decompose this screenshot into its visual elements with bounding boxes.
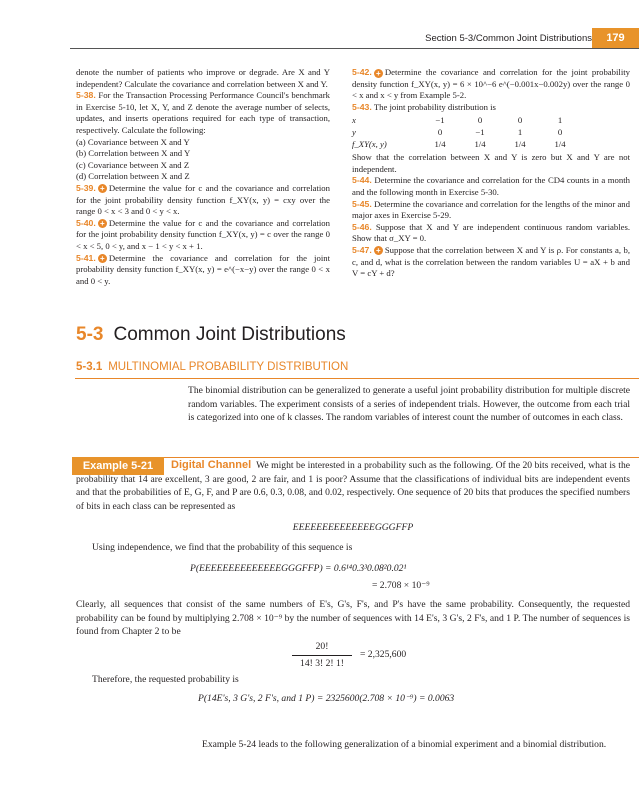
fraction-value: = 2,325,600 (360, 649, 407, 660)
row-label: f_XY(x, y) (352, 138, 387, 149)
table-cell: 1/4 (554, 138, 566, 149)
example-badge: Example 5-21 (72, 457, 164, 475)
exercise-5-43: 5-43. The joint probability distribution is (352, 101, 496, 112)
table-cell: 0 (477, 115, 483, 126)
exercise-number: 5-46. (352, 221, 372, 232)
bit-sequence: EEEEEEEEEEEEEEGGGFFP (292, 522, 414, 533)
example-paragraph-4: Therefore, the requested probability is (92, 674, 239, 685)
table-row (352, 127, 580, 139)
row-label: y (352, 126, 356, 137)
table-cell: 0 (557, 126, 563, 137)
exercise-item: (d) Correlation between X and Z (76, 171, 190, 182)
table-cell: 1/4 (514, 138, 526, 149)
section-number: 5-3 (76, 324, 104, 345)
table-cell: 1 (557, 115, 563, 126)
exercise-number: 5-39. (76, 182, 96, 193)
fraction-bar (292, 655, 352, 656)
closing-paragraph: Example 5-24 leads to the following generalization of a binomial experiment and a binomial distribution. (202, 739, 607, 750)
exercise-5-41: 5-41. + Determine the covariance and correlation for the joint probability density function f_XY(x, y) = e^(−x−y) over the range 0 < x and 0 < y. (76, 252, 330, 286)
plus-icon: + (98, 254, 107, 263)
subsection-heading (76, 361, 348, 373)
example-paragraph-1: Digital Channel We might be interested in a probability such as the following. Of the 20 bits received, what is the probability that 14 are excellent, 3 are good, 2 are fair, and 1 is poor? Assume that the classifications of individual bits are independent events and that the probabilities of E, G, F, and P are 0.6, 0.3, 0.08, and 0.02, respectively. One sequence of 20 bits that produces the specified numbers of bits in each class can be represented as (76, 459, 631, 512)
fraction-numerator: 20! (315, 641, 329, 652)
table-cell: −1 (435, 115, 445, 126)
exercise-5-40: 5-40. + Determine the value for c and the covariance and correlation for the joint probability density function f_XY(x, y) = c over the range 0 < x < 5, 0 < y, and x − 1 < y < x + 1. (76, 217, 330, 251)
table-cell: 0 (517, 115, 523, 126)
running-header: Section 5-3/Common Joint Distributions (425, 33, 592, 44)
exercise-5-43-conclusion: Show that the correlation between X and Y is zero but X and Y are not independent. (352, 152, 630, 174)
table-row (352, 139, 580, 151)
intro-paragraph: The binomial distribution can be generalized to generate a useful joint probability distribution for multiple discrete random variables. The experiment consists of a series of independent trials. However, the outcome from each trial is categorized into one of k classes. The random variables of interest count the number of outcomes in each class. (188, 385, 630, 424)
exercise-number: 5-44. (352, 175, 372, 186)
exercise-5-44: 5-44. Determine the covariance and correlation for the CD4 counts in a month and the following month in Exercise 5-30. (352, 175, 631, 197)
row-label: x (352, 115, 356, 126)
exercise-5-42: 5-42. + Determine the covariance and correlation for the joint probability density function f_XY(x, y) = 6 × 10^−6 e^(−0.001x−0.002y) over the range 0 < x and x < y from Example 5-2. (352, 67, 630, 101)
exercise-5-46: 5-46. Suppose that X and Y are independent continuous random variables. Show that σ_XY = 0. (352, 221, 631, 244)
exercise-number: 5-45. (352, 198, 372, 209)
table-row (352, 115, 580, 127)
example-title: Digital Channel (171, 459, 252, 471)
exercise-number: 5-38. (76, 90, 96, 101)
exercise-number: 5-40. (76, 217, 96, 228)
example-rule (164, 457, 639, 458)
subsection-rule (75, 378, 639, 379)
subsection-number: 5-3.1 (76, 361, 103, 373)
table-cell: 1/4 (434, 138, 446, 149)
section-heading (76, 324, 346, 346)
table-cell: 1/4 (474, 138, 486, 149)
plus-icon: + (98, 184, 107, 193)
exercise-5-38: 5-38. For the Transaction Processing Performance Council's benchmark in Exercise 5-10, let X, Y, and Z denote the average number of selects, updates, and inserts operations required for each type of transaction, respectively. Calculate the following: (76, 90, 331, 135)
right-exercise-column (352, 67, 630, 280)
exercise-number: 5-41. (76, 252, 96, 263)
fraction-denominator: 14! 3! 2! 1! (300, 658, 344, 669)
page-number: 179 (592, 28, 639, 48)
section-title: Common Joint Distributions (113, 324, 346, 345)
exercise-number: 5-42. (352, 67, 372, 77)
table-cell: 0 (437, 126, 443, 137)
exercise-number: 5-43. (352, 101, 372, 112)
left-exercise-column (76, 67, 330, 287)
plus-icon: + (374, 246, 383, 255)
plus-icon: + (374, 69, 383, 78)
exercise-5-47: 5-47. + Suppose that the correlation between X and Y is ρ. For constants a, b, c, and d, what is the correlation between the random variables U = aX + b and V = cY + d? (352, 244, 630, 279)
table-cell: 1 (517, 126, 523, 137)
example-paragraph-3: Clearly, all sequences that consist of the same numbers of E's, G's, F's, and P's have the same probability. Consequently, the requested probability can be found by multiplying 2.708 × 10⁻⁹ by the number of sequences with 14 E's, 3 G's, 2 F's, and 1 P. The number of sequences is found from Chapter 2 to be (76, 599, 630, 638)
plus-icon: + (98, 219, 107, 228)
example-paragraph-2: Using independence, we find that the probability of this sequence is (92, 542, 353, 553)
equation-sequence-probability: P(EEEEEEEEEEEEEEGGGFFP) = 0.6¹⁴0.3³0.08²0.02¹ (190, 563, 407, 574)
equation-requested-probability: P(14E's, 3 G's, 2 F's, and 1 P) = 2325600(2.708 × 10⁻⁹) = 0.0063 (198, 693, 455, 704)
exercise-item: (a) Covariance between X and Y (76, 136, 190, 147)
exercise-number: 5-47. (352, 244, 372, 255)
exercise-5-45: 5-45. Determine the covariance and correlation for the lengths of the minor and major axes in Exercise 5-29. (352, 198, 630, 221)
exercise-item: (c) Covariance between X and Z (76, 159, 190, 170)
exercise-item: (b) Correlation between X and Y (76, 148, 191, 159)
header-rule (70, 48, 639, 49)
exercise-continuation: denote the number of patients who improve or degrade. Are X and Y independent? Calculate the covariance and correlation between X and Y. (76, 67, 330, 89)
table-cell: −1 (475, 126, 485, 137)
subsection-title: MULTINOMIAL PROBABILITY DISTRIBUTION (108, 361, 349, 373)
equation-result: = 2.708 × 10⁻⁹ (372, 580, 430, 591)
exercise-5-39: 5-39. + Determine the value for c and the covariance and correlation for the joint probability density function f_XY(x, y) = cxy over the range 0 < x < 3 and 0 < y < x. (76, 182, 330, 217)
joint-probability-table (352, 115, 580, 150)
